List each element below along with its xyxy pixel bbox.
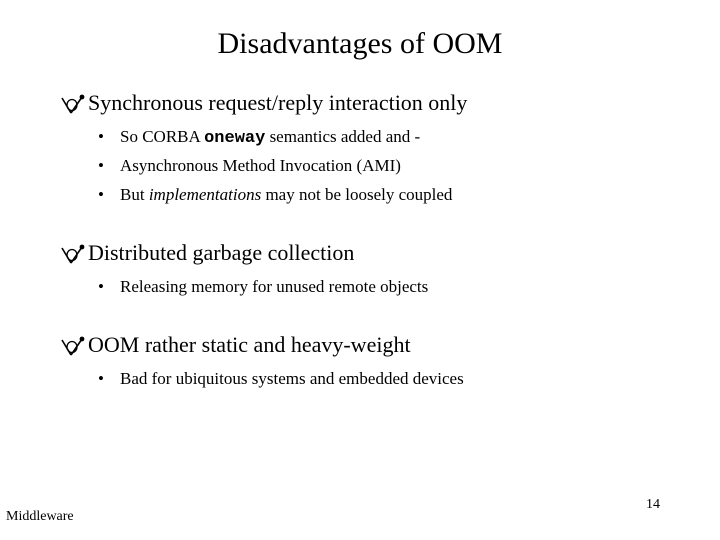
- bullet-dot: •: [98, 277, 104, 296]
- bullet-dot: •: [98, 369, 104, 388]
- sub-point-text: Asynchronous Method Invocation (AMI): [120, 156, 401, 175]
- sub-point-text: Bad for ubiquitous systems and embedded devices: [120, 369, 464, 388]
- section-garbage-collection: [60, 238, 700, 301]
- main-point-text: Distributed garbage collection: [88, 240, 355, 265]
- main-point: [60, 238, 700, 268]
- main-point: [60, 330, 700, 360]
- sub-point: [60, 364, 700, 393]
- sub-point: [60, 180, 700, 209]
- sub-point-text: may not be loosely coupled: [261, 185, 453, 204]
- main-point-text: Synchronous request/reply interaction only: [88, 90, 468, 115]
- sub-point: [60, 122, 700, 151]
- main-point-text: OOM rather static and heavy-weight: [88, 332, 411, 357]
- sub-point: [60, 151, 700, 180]
- pen-check-icon: [60, 336, 86, 356]
- footer-course-name: Middleware: [6, 509, 74, 524]
- pen-check-icon: [60, 94, 86, 114]
- slide-title: Disadvantages of OOM: [217, 27, 503, 60]
- sub-point-text: semantics added and -: [265, 127, 421, 146]
- page-number: 14: [646, 497, 660, 512]
- sub-point-text: Releasing memory for unused remote objects: [120, 277, 429, 296]
- section-synchronous: [60, 88, 700, 209]
- emphasis-implementations: implementations: [148, 185, 262, 204]
- main-point: [60, 88, 700, 118]
- sub-point-text: But: [120, 185, 149, 204]
- sub-point: [60, 272, 700, 301]
- code-oneway: oneway: [204, 129, 266, 148]
- bullet-dot: •: [98, 185, 104, 204]
- bullet-dot: •: [98, 156, 104, 175]
- sub-point-text: So CORBA: [120, 127, 205, 146]
- pen-check-icon: [60, 244, 86, 264]
- section-static-heavyweight: [60, 330, 700, 393]
- bullet-dot: •: [98, 127, 104, 146]
